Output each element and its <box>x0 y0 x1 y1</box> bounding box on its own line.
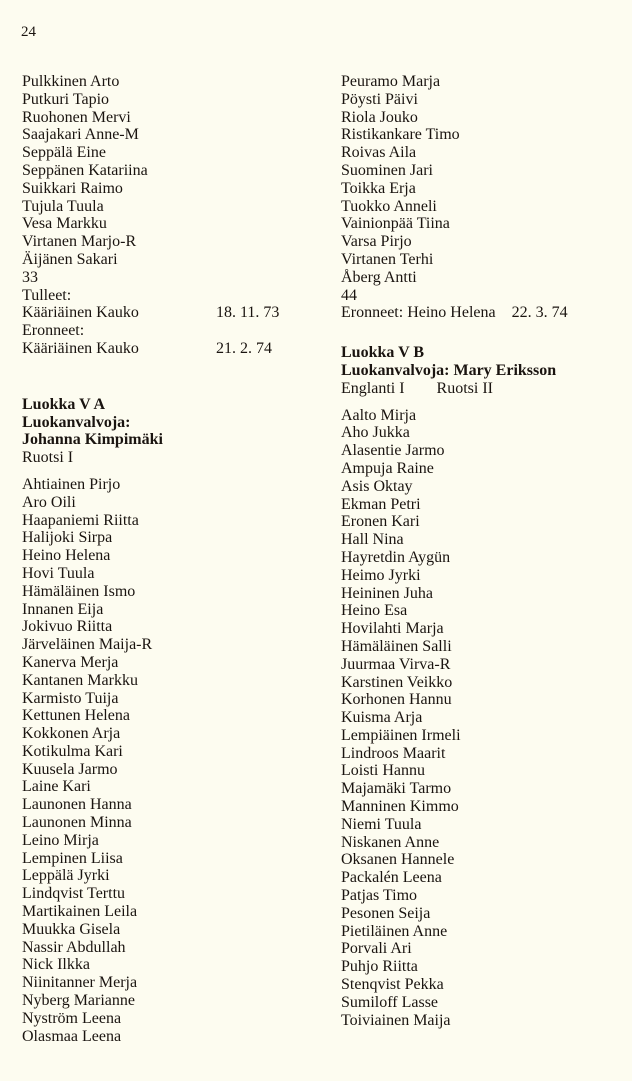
list-item: Niskanen Anne <box>341 833 440 851</box>
list-item: Porvali Ari <box>341 940 412 958</box>
list-item: Loisti Hannu <box>341 762 425 780</box>
list-item: Halijoki Sirpa <box>22 529 113 547</box>
continued-name-list <box>341 73 626 287</box>
list-item: Lempinen Liisa <box>22 849 123 867</box>
list-item: Nassir Abdullah <box>22 938 126 956</box>
list-item: Packalén Leena <box>341 869 442 887</box>
list-item: Suikkari Raimo <box>22 179 123 197</box>
list-item: Varsa Pirjo <box>341 233 412 251</box>
class-vb-teacher-label: Luokanvalvoja: <box>341 361 450 379</box>
class-vb-language-2: Ruotsi II <box>436 379 493 397</box>
class-vb-language-1: Englanti I <box>341 379 405 397</box>
list-item: Hämäläinen Salli <box>341 637 452 655</box>
list-item: Manninen Kimmo <box>341 798 459 816</box>
list-item: Kettunen Helena <box>22 707 130 725</box>
class-va-section <box>22 396 312 1046</box>
list-item: Olasmaa Leena <box>22 1027 122 1045</box>
departed-label: Eronneet: <box>22 322 85 340</box>
list-item: Nyberg Marianne <box>22 992 135 1010</box>
list-item: Kotikulma Kari <box>22 742 123 760</box>
class-vb-teacher-name: Mary Eriksson <box>453 361 557 379</box>
arrived-entry <box>22 304 312 322</box>
page-number: 24 <box>21 24 36 40</box>
list-item: Aho Jukka <box>341 424 410 442</box>
left-column <box>22 73 312 1045</box>
list-item: Innanen Eija <box>22 600 104 618</box>
list-item: Nyström Leena <box>22 1009 122 1027</box>
list-item: Karstinen Veikko <box>341 673 453 691</box>
list-item: Nick Ilkka <box>22 956 90 974</box>
list-item: Heino Esa <box>341 602 408 620</box>
list-item: Launonen Minna <box>22 814 132 832</box>
list-item: Seppänen Katariina <box>22 161 148 179</box>
list-item: Putkuri Tapio <box>22 90 110 108</box>
list-item: Niemi Tuula <box>341 815 422 833</box>
list-item: Tuokko Anneli <box>341 197 437 215</box>
class-vb-title: Luokka V B <box>341 344 425 362</box>
departed-name: Kääriäinen Kauko <box>22 339 139 357</box>
list-item: Virtanen Terhi <box>341 250 434 268</box>
list-item: Järveläinen Maija-R <box>22 636 153 654</box>
arrived-label: Tulleet: <box>22 286 72 304</box>
list-item: Puhjo Riitta <box>341 958 418 976</box>
list-item: Ampuja Raine <box>341 459 434 477</box>
list-item: Ekman Petri <box>341 495 421 513</box>
list-item: Äijänen Sakari <box>22 250 118 268</box>
departed-date: 21. 2. 74 <box>216 339 272 357</box>
departed-entry <box>341 304 626 322</box>
class-count: 33 <box>22 268 38 286</box>
departed-date: 22. 3. 74 <box>511 304 568 322</box>
list-item: Launonen Hanna <box>22 796 132 814</box>
list-item: Toiviainen Maija <box>341 1011 451 1029</box>
list-item: Asis Oktay <box>341 477 413 495</box>
list-item: Suominen Jari <box>341 161 433 179</box>
departed-entry <box>22 340 312 358</box>
list-item: Pesonen Seija <box>341 904 431 922</box>
list-item: Alasentie Jarmo <box>341 442 445 460</box>
list-item: Heininen Juha <box>341 584 433 602</box>
list-item: Kuusela Jarmo <box>22 760 118 778</box>
continued-name-list <box>22 73 312 269</box>
class-vb-languages <box>341 380 626 398</box>
list-item: Heimo Jyrki <box>341 566 421 584</box>
list-item: Pietiläinen Anne <box>341 922 448 940</box>
list-item: Toikka Erja <box>341 179 416 197</box>
list-item: Hayretdin Aygün <box>341 548 451 566</box>
list-item: Peuramo Marja <box>341 73 441 90</box>
list-item: Hovilahti Marja <box>341 620 444 638</box>
list-item: Heino Helena <box>22 547 111 565</box>
list-item: Hall Nina <box>341 531 404 549</box>
class-vb-section <box>341 344 626 1029</box>
list-item: Aalto Mirja <box>341 406 417 424</box>
list-item: Eronen Kari <box>341 513 420 531</box>
list-item: Saajakari Anne-M <box>22 126 139 144</box>
class-va-teacher-name: Johanna Kimpimäki <box>22 431 163 449</box>
list-item: Hovi Tuula <box>22 564 95 582</box>
list-item: Muukka Gisela <box>22 920 121 938</box>
arrived-name: Kääriäinen Kauko <box>22 304 139 322</box>
list-item: Karmisto Tuija <box>22 689 119 707</box>
list-item: Vainionpää Tiina <box>341 215 450 233</box>
list-item: Virtanen Marjo-R <box>22 233 137 251</box>
class-va-title: Luokka V A <box>22 395 106 413</box>
list-item: Riola Jouko <box>341 108 418 126</box>
class-va-student-list <box>22 476 312 1046</box>
class-count: 44 <box>341 286 357 304</box>
class-vb-student-list <box>341 407 626 1030</box>
departed-name: Heino Helena <box>407 304 496 322</box>
list-item: Kanerva Merja <box>22 653 119 671</box>
list-item: Hämäläinen Ismo <box>22 582 136 600</box>
list-item: Aro Oili <box>22 493 76 511</box>
list-item: Laine Kari <box>22 778 91 796</box>
list-item: Lindroos Maarit <box>341 744 446 762</box>
list-item: Seppälä Eine <box>22 144 106 162</box>
list-item: Haapaniemi Riitta <box>22 511 139 529</box>
class-vb-teacher-line <box>341 362 626 380</box>
list-item: Roivas Aila <box>341 144 417 162</box>
list-item: Sumiloff Lasse <box>341 993 439 1011</box>
list-item: Ruohonen Mervi <box>22 108 131 126</box>
class-va-teacher-label: Luokanvalvoja: <box>22 413 131 431</box>
right-column <box>341 73 626 1029</box>
list-item: Kuisma Arja <box>341 709 423 727</box>
list-item: Korhonen Hannu <box>341 691 452 709</box>
list-item: Åberg Antti <box>341 268 417 286</box>
list-item: Juurmaa Virva-R <box>341 655 451 673</box>
list-item: Pulkkinen Arto <box>22 73 120 90</box>
list-item: Kantanen Markku <box>22 671 138 689</box>
list-item: Leppälä Jyrki <box>22 867 110 885</box>
list-item: Oksanen Hannele <box>341 851 455 869</box>
list-item: Ahtiainen Pirjo <box>22 475 121 493</box>
list-item: Jokivuo Riitta <box>22 618 113 636</box>
list-item: Tujula Tuula <box>22 197 104 215</box>
list-item: Patjas Timo <box>341 887 418 905</box>
list-item: Pöysti Päivi <box>341 90 418 108</box>
list-item: Kokkonen Arja <box>22 725 121 743</box>
class-va-language: Ruotsi I <box>22 449 74 467</box>
list-item: Leino Mirja <box>22 831 99 849</box>
departed-label: Eronneet: <box>341 304 404 322</box>
list-item: Vesa Markku <box>22 215 107 233</box>
list-item: Ristikankare Timo <box>341 126 460 144</box>
list-item: Martikainen Leila <box>22 903 138 921</box>
list-item: Lempiäinen Irmeli <box>341 726 461 744</box>
arrived-date: 18. 11. 73 <box>216 304 280 322</box>
list-item: Stenqvist Pekka <box>341 976 444 994</box>
list-item: Niinitanner Merja <box>22 974 138 992</box>
list-item: Lindqvist Terttu <box>22 885 126 903</box>
list-item: Majamäki Tarmo <box>341 780 452 798</box>
